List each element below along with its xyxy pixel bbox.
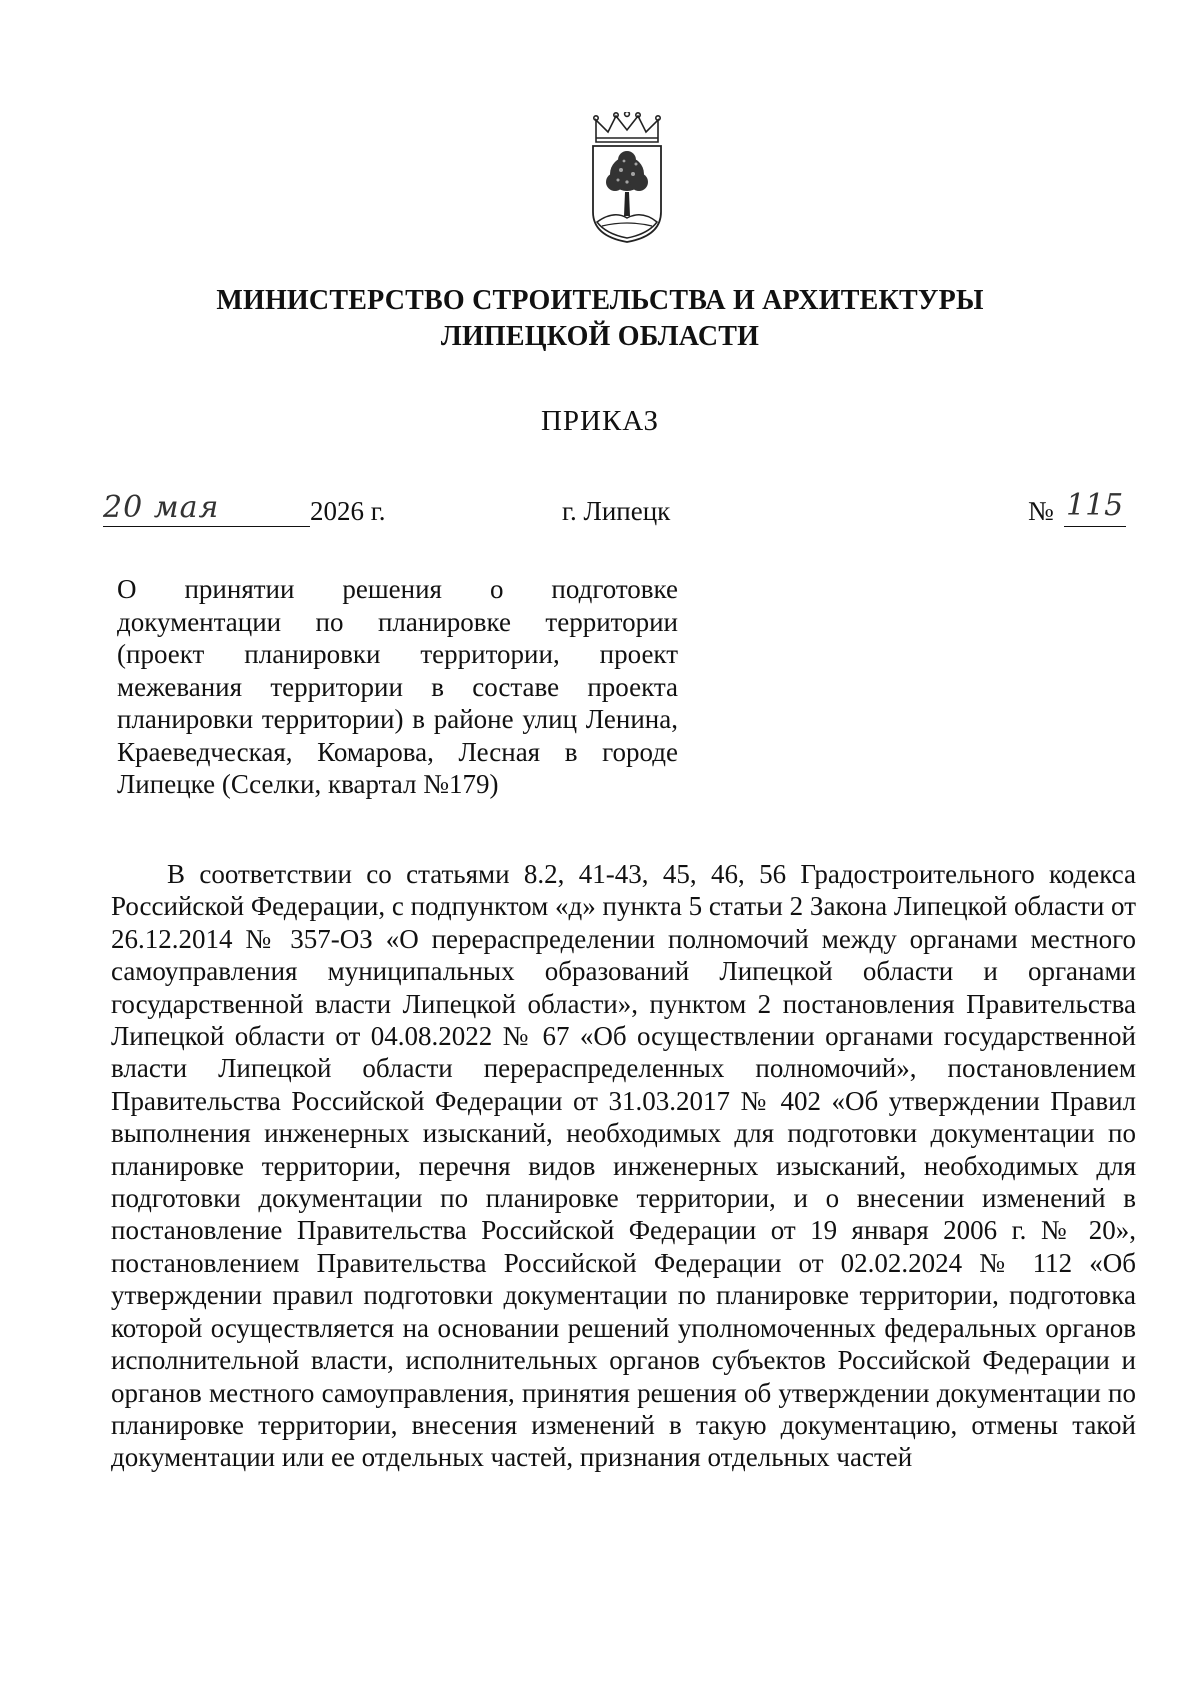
order-year: 2026 г.	[310, 496, 386, 526]
order-number-label: №	[1028, 496, 1054, 526]
order-subject: О принятии решения о подготовке документации по планировке территории (проект планировки территории, проект межевания территории в составе проекта планировки территории) в районе улиц Ленина, Краеведческая, Комарова, Лесная в городе Липецке (Сселки, квартал №179)	[117, 574, 678, 799]
date-underline	[103, 526, 310, 527]
order-title: ПРИКАЗ	[540, 405, 660, 437]
order-city: г. Липецк	[562, 496, 671, 526]
order-number-handwritten: 115	[1066, 488, 1124, 523]
ministry-header	[0, 283, 1200, 355]
number-underline	[1064, 526, 1126, 527]
ministry-name-line2: ЛИПЕЦКОЙ ОБЛАСТИ	[440, 321, 760, 352]
order-meta-line	[0, 490, 1200, 540]
ministry-name-line1: МИНИСТЕРСТВО СТРОИТЕЛЬСТВА И АРХИТЕКТУРЫ	[216, 285, 984, 316]
order-date-handwritten: 20 мая	[103, 490, 220, 525]
order-body-paragraph: В соответствии со статьями 8.2, 41-43, 45, 46, 56 Градостроительного кодекса Российской Федерации, с подпунктом «д» пункта 5 статьи 2 Закона Липецкой области от 26.12.2014 № 357-ОЗ «О перераспределении полномочий между органами местного самоуправления муниципальных образований Липецкой области и органами государственной власти Липецкой области», пунктом 2 постановления Правительства Липецкой области от 04.08.2022 № 67 «Об осуществлении органами государственной власти Липецкой области перераспределенных полномочий», постановлением Правительства Российской Федерации от 31.03.2017 № 402 «Об утверждении Правил выполнения инженерных изысканий, необходимых для подготовки документации по планировке территории, перечня видов инженерных изысканий, необходимых для подготовки документации по планировке территории, и о внесении изменений в постановление Правительства Российской Федерации от 19 января 2006 г. № 20», постановлением Правительства Российской Федерации от 02.02.2024 № 112 «Об утверждении правил подготовки документации по планировке территории, подготовка которой осуществляется на основании решений уполномоченных федеральных органов исполнительной власти, исполнительных органов субъектов Российской Федерации и органов местного самоуправления, принятия решения об утверждении документации по планировке территории, внесения изменений в такую документацию, отмены такой документации или ее отдельных частей, признания отдельных частей	[111, 859, 1136, 1473]
coat-of-arms-icon	[588, 112, 666, 244]
